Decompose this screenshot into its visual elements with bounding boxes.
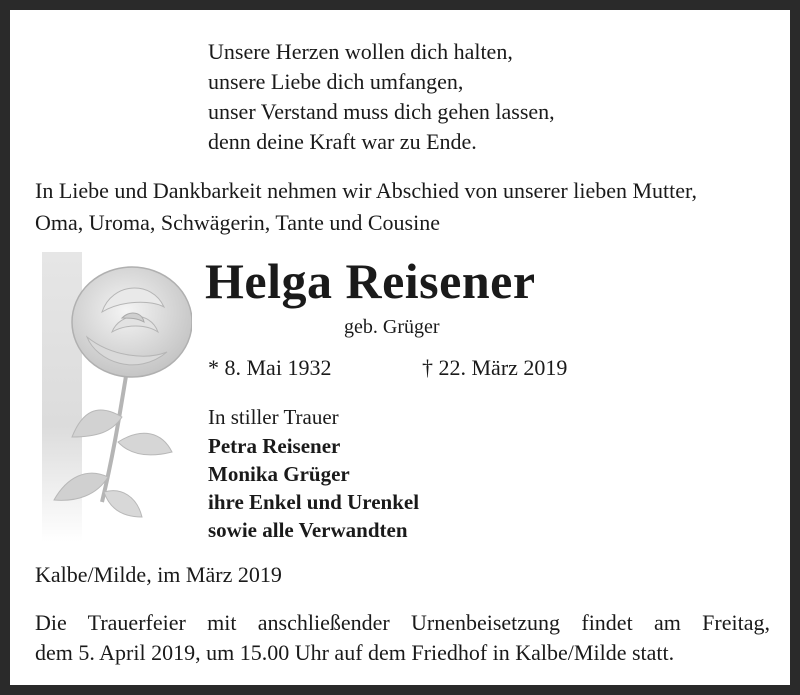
service-line: Die Trauerfeier mit anschließender Urnenbeisetzung findet am Freitag,	[35, 610, 770, 635]
intro-line: Oma, Uroma, Schwägerin, Tante und Cousine	[35, 210, 440, 235]
mourning-lead: In stiller Trauer	[208, 405, 339, 429]
mourner-list	[208, 432, 419, 544]
death-date: † 22. März 2019	[422, 355, 568, 380]
poem-line: denn deine Kraft war zu Ende.	[208, 129, 477, 154]
mourner-name: sowie alle Verwandten	[208, 518, 408, 542]
place-date: Kalbe/Milde, im März 2019	[35, 562, 282, 587]
poem	[208, 37, 555, 157]
poem-line: Unsere Herzen wollen dich halten,	[208, 39, 513, 64]
intro-text	[35, 175, 697, 239]
mourner-name: ihre Enkel und Urenkel	[208, 490, 420, 514]
rose-image	[42, 252, 192, 542]
deceased-name: Helga Reisener	[205, 253, 536, 309]
poem-line: unser Verstand muss dich gehen lassen,	[208, 99, 555, 124]
birth-date: * 8. Mai 1932	[208, 355, 332, 380]
poem-line: unsere Liebe dich umfangen,	[208, 69, 464, 94]
maiden-name: geb. Grüger	[344, 316, 440, 338]
intro-line: In Liebe und Dankbarkeit nehmen wir Abschied von unserer lieben Mutter,	[35, 178, 697, 203]
funeral-service-info	[35, 608, 770, 668]
mourner-name: Monika Grüger	[208, 462, 350, 486]
mourner-name: Petra Reisener	[208, 434, 341, 458]
service-line: dem 5. April 2019, um 15.00 Uhr auf dem Friedhof in Kalbe/Milde statt.	[35, 640, 675, 665]
